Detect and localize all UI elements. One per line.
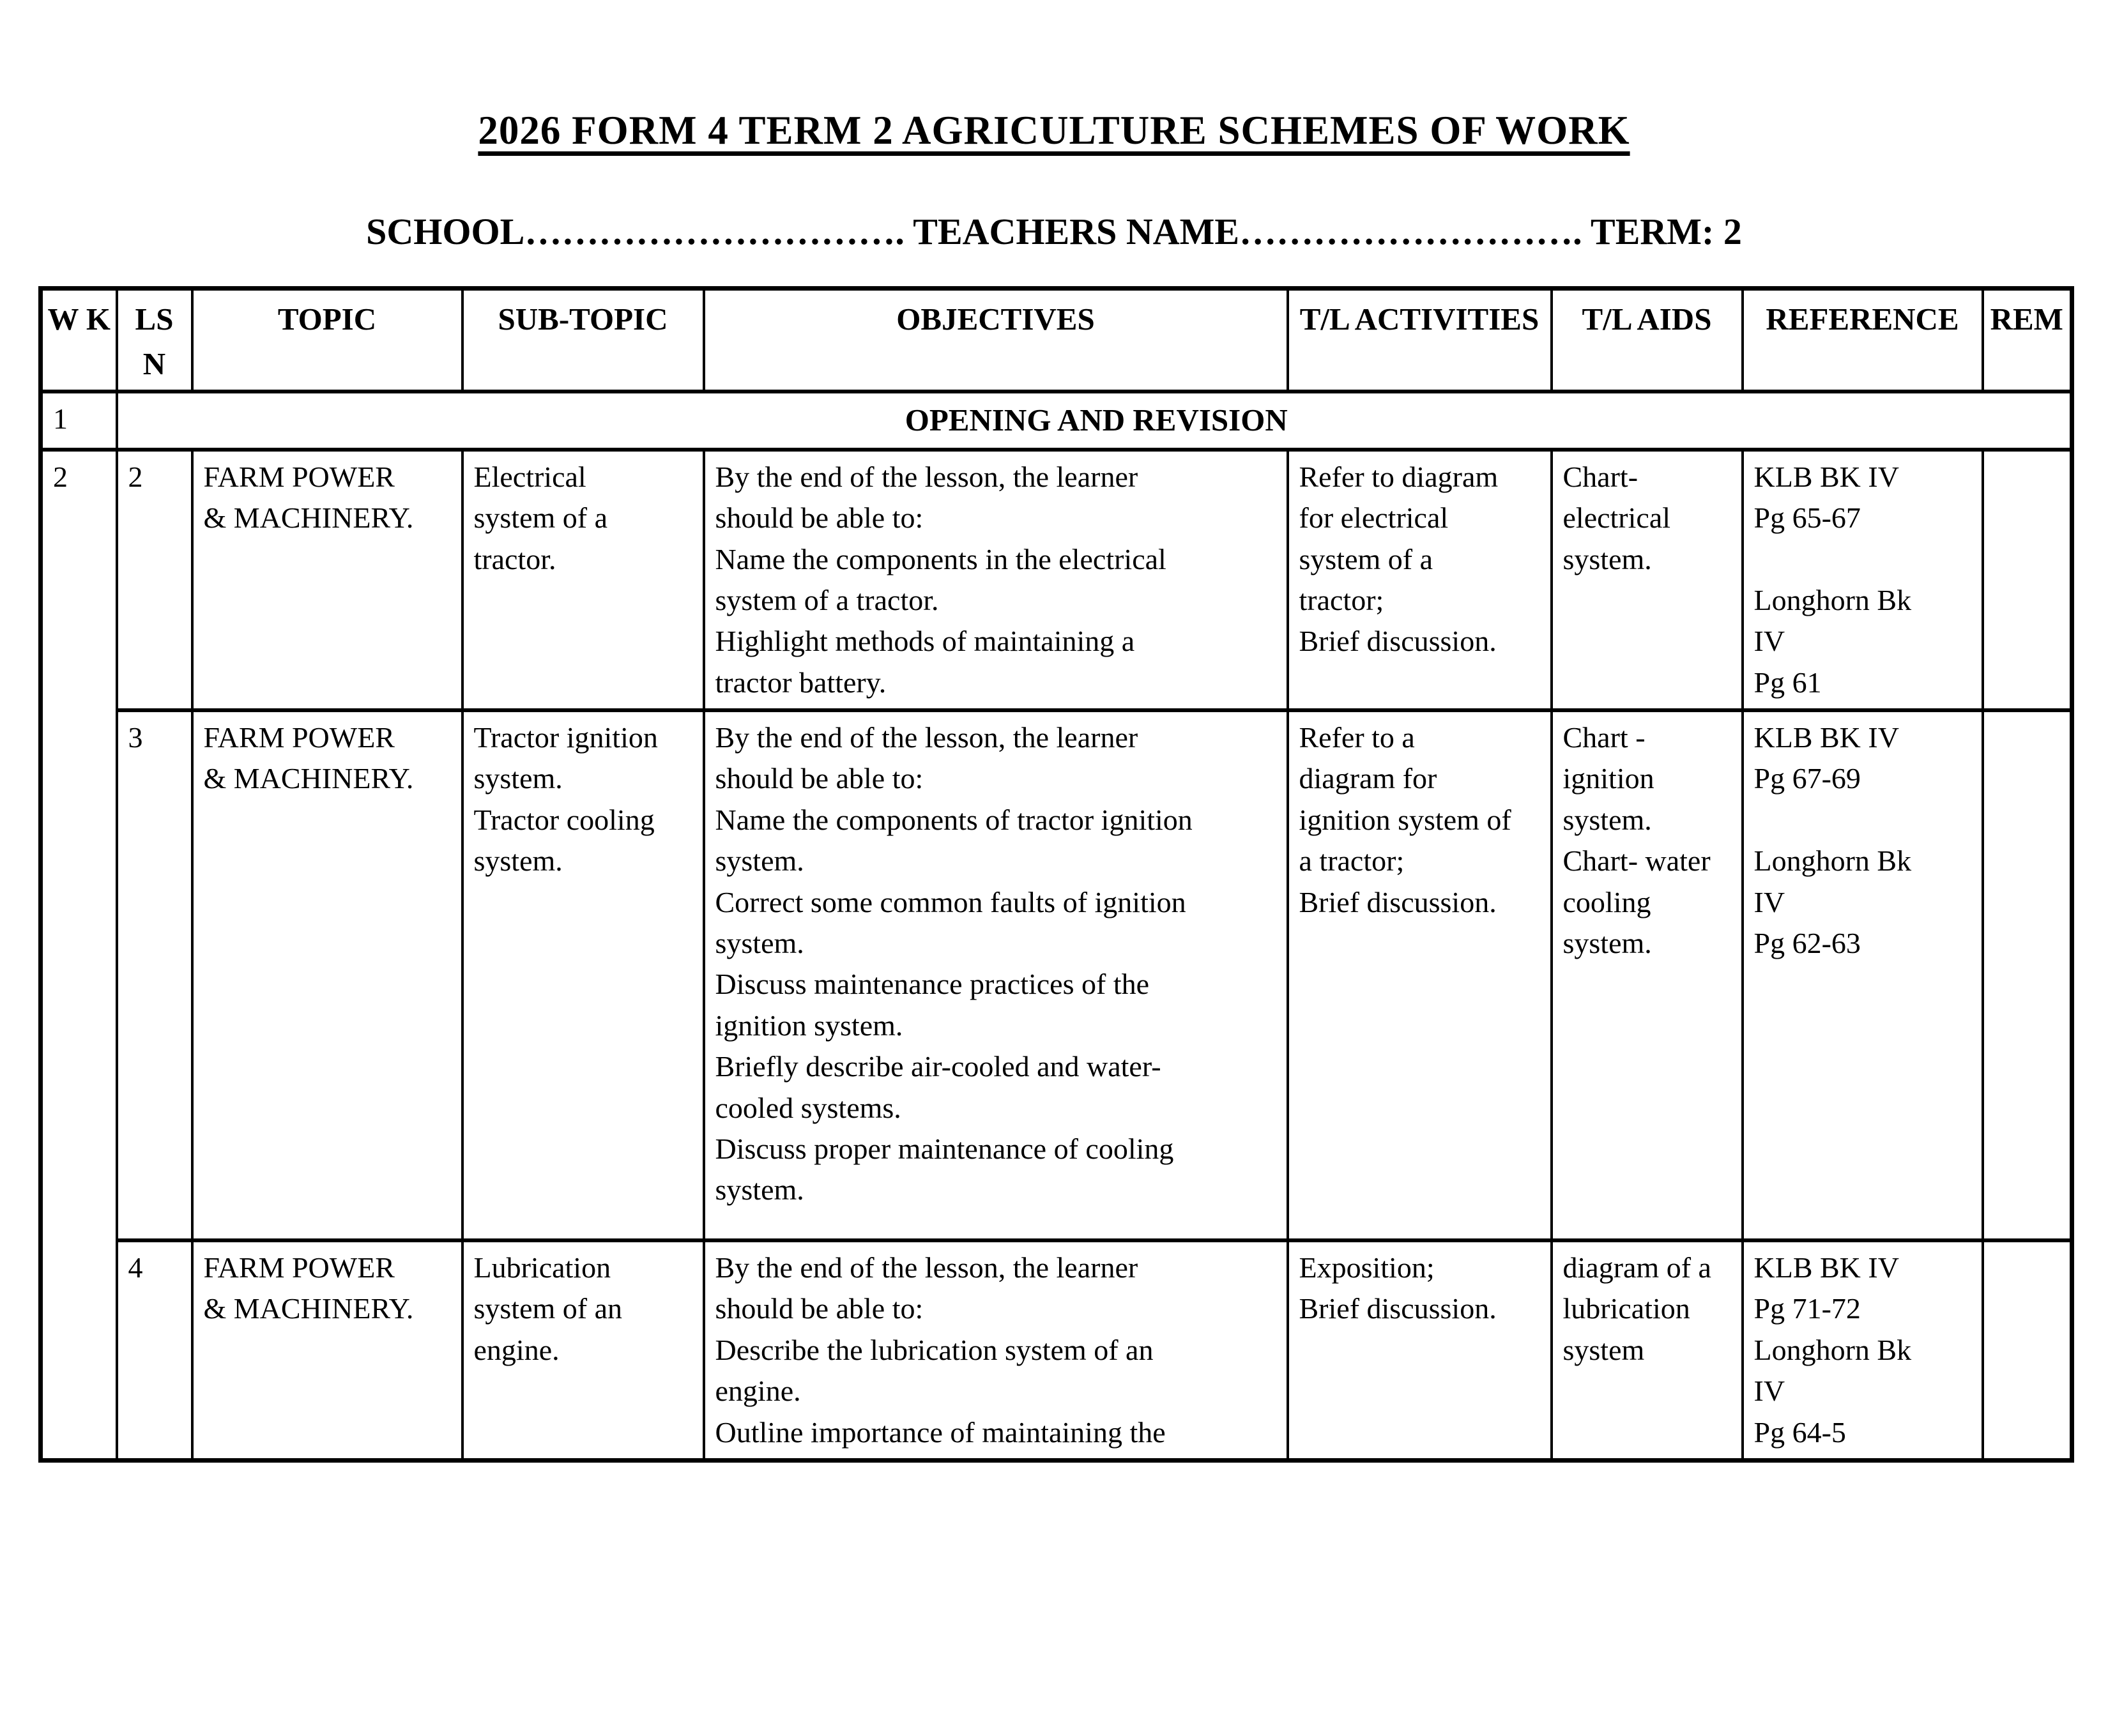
subtopic-cell: Lubrication system of an engine. — [462, 1240, 704, 1460]
subtopic-cell: Electrical system of a tractor. — [462, 450, 704, 710]
aids-cell: Chart- electrical system. — [1552, 450, 1743, 710]
column-header-topic: TOPIC — [192, 289, 462, 392]
reference-cell: KLB BK IV Pg 71-72 Longhorn Bk IV Pg 64-5 — [1743, 1240, 1983, 1460]
header-row — [41, 289, 2072, 392]
page-title-text: 2026 FORM 4 TERM 2 AGRICULTURE SCHEMES OF WORK — [478, 108, 1630, 153]
objectives-cell: By the end of the lesson, the learner should be able to: Describe the lubrication system of an engine. Outline importance of maintaining the — [704, 1240, 1288, 1460]
week-cell: 2 — [41, 450, 117, 1461]
school-teacher-term-line: SCHOOL…………………………. TEACHERS NAME………………………. TERM: 2 — [366, 211, 1742, 252]
week-cell: 1 — [41, 392, 117, 450]
column-header-wk: W K — [41, 289, 117, 392]
column-header-lsn: LS N — [117, 289, 192, 392]
lesson-row — [41, 710, 2072, 1240]
aids-cell: Chart - ignition system. Chart- water cooling system. — [1552, 710, 1743, 1240]
lesson-row — [41, 1240, 2072, 1460]
reference-cell: KLB BK IV Pg 65-67 Longhorn Bk IV Pg 61 — [1743, 450, 1983, 710]
column-header-tl-aids: T/L AIDS — [1552, 289, 1743, 392]
activities-cell: Refer to a diagram for ignition system of a tractor; Brief discussion. — [1288, 710, 1552, 1240]
lesson-row — [41, 450, 2072, 710]
aids-cell: diagram of a lubrication system — [1552, 1240, 1743, 1460]
column-header-subtopic: SUB-TOPIC — [462, 289, 704, 392]
subtopic-cell: Tractor ignition system. Tractor cooling system. — [462, 710, 704, 1240]
column-header-tl-activities: T/L ACTIVITIES — [1288, 289, 1552, 392]
objectives-cell: By the end of the lesson, the learner should be able to: Name the components in the electrical system of a tractor. Highlight methods of maintaining a tractor battery. — [704, 450, 1288, 710]
rem-cell — [1983, 710, 2072, 1240]
rem-cell — [1983, 450, 2072, 710]
topic-cell: FARM POWER & MACHINERY. — [192, 450, 462, 710]
opening-revision-label: OPENING AND REVISION — [117, 392, 2072, 450]
column-header-reference: REFERENCE — [1743, 289, 1983, 392]
schemes-of-work-table — [38, 286, 2074, 1463]
opening-revision-row — [41, 392, 2072, 450]
topic-cell: FARM POWER & MACHINERY. — [192, 710, 462, 1240]
rem-cell — [1983, 1240, 2072, 1460]
document-page — [0, 107, 2108, 1736]
objectives-cell: By the end of the lesson, the learner should be able to: Name the components of tractor ignition system. Correct some common faults of ignition system. Discuss maintenance practices of the ignition system. Briefly describe air-cooled and water- cooled systems. Discuss proper maintenance of cooling system. — [704, 710, 1288, 1240]
page-title — [0, 107, 2108, 154]
lsn-cell: 4 — [117, 1240, 192, 1460]
column-header-rem: REM — [1983, 289, 2072, 392]
activities-cell: Exposition; Brief discussion. — [1288, 1240, 1552, 1460]
column-header-objectives: OBJECTIVES — [704, 289, 1288, 392]
reference-cell: KLB BK IV Pg 67-69 Longhorn Bk IV Pg 62-63 — [1743, 710, 1983, 1240]
lsn-cell: 2 — [117, 450, 192, 710]
lsn-cell: 3 — [117, 710, 192, 1240]
activities-cell: Refer to diagram for electrical system of a tractor; Brief discussion. — [1288, 450, 1552, 710]
topic-cell: FARM POWER & MACHINERY. — [192, 1240, 462, 1460]
